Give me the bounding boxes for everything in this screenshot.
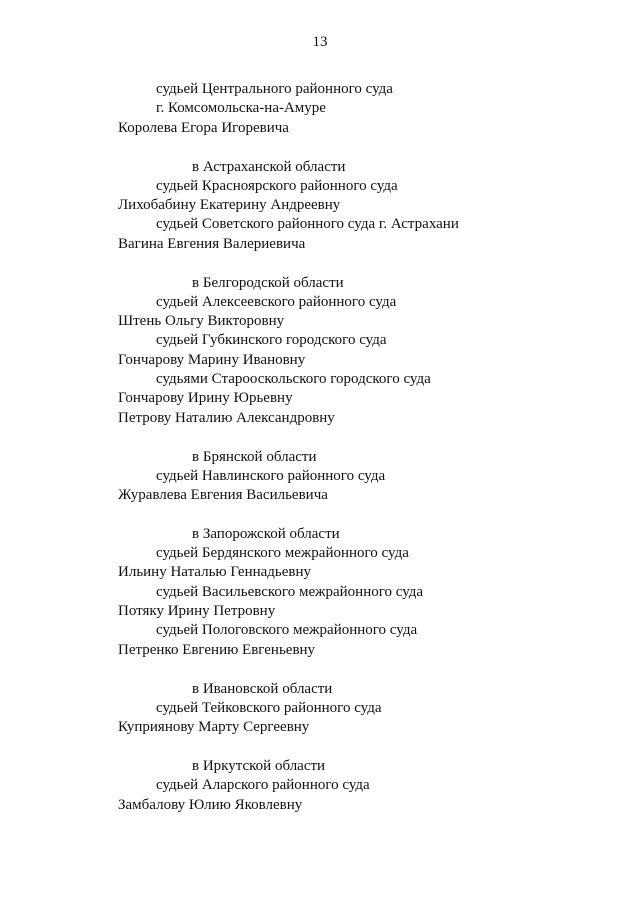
region-heading: в Брянской области: [192, 449, 317, 465]
court-line: судьей Бердянского межрайонного суда: [156, 545, 409, 561]
court-line: судьей Советского районного суда г. Астрахани: [156, 216, 459, 232]
court-line: судьей Пологовского межрайонного суда: [156, 622, 418, 638]
court-line: судьей Центрального районного суда: [156, 81, 393, 97]
court-line: судьей Аларского районного суда: [156, 777, 370, 793]
appointee-name: Журавлева Евгения Васильевича: [118, 487, 328, 503]
court-line: судьей Алексеевского районного суда: [156, 294, 397, 310]
region-heading: в Ивановской области: [192, 681, 333, 697]
appointee-name: Петрову Наталию Александровну: [118, 410, 335, 426]
region-heading: в Запорожской области: [192, 526, 340, 542]
court-line: судьями Старооскольского городского суда: [156, 371, 431, 387]
court-line: судьей Васильевского межрайонного суда: [156, 584, 424, 600]
page-number: 13: [312, 34, 328, 50]
region-heading: в Астраханской области: [192, 159, 346, 175]
appointee-name: Замбалову Юлию Яковлевну: [118, 797, 303, 813]
appointee-name: Королева Егора Игоревича: [118, 120, 289, 136]
appointee-name: Вагина Евгения Валериевича: [118, 236, 306, 252]
court-line: судьей Красноярского районного суда: [156, 178, 398, 194]
appointee-name: Потяку Ирину Петровну: [118, 603, 276, 619]
appointee-name: Гончарову Ирину Юрьевну: [118, 390, 293, 406]
appointee-name: Штень Ольгу Викторовну: [118, 313, 285, 329]
appointee-name: Лихобабину Екатерину Андреевну: [118, 197, 341, 213]
region-heading: в Иркутской области: [192, 758, 326, 774]
appointee-name: Куприянову Марту Сергеевну: [118, 719, 310, 735]
court-line: судьей Навлинского районного суда: [156, 468, 386, 484]
appointee-name: Ильину Наталью Геннадьевну: [118, 564, 312, 580]
appointee-name: Гончарову Марину Ивановну: [118, 352, 306, 368]
appointee-name: Петренко Евгению Евгеньевну: [118, 642, 316, 658]
court-line: судьей Губкинского городского суда: [156, 332, 387, 348]
court-line: судьей Тейковского районного суда: [156, 700, 382, 716]
court-line: г. Комсомольска-на-Амуре: [156, 100, 326, 116]
region-heading: в Белгородской области: [192, 275, 344, 291]
